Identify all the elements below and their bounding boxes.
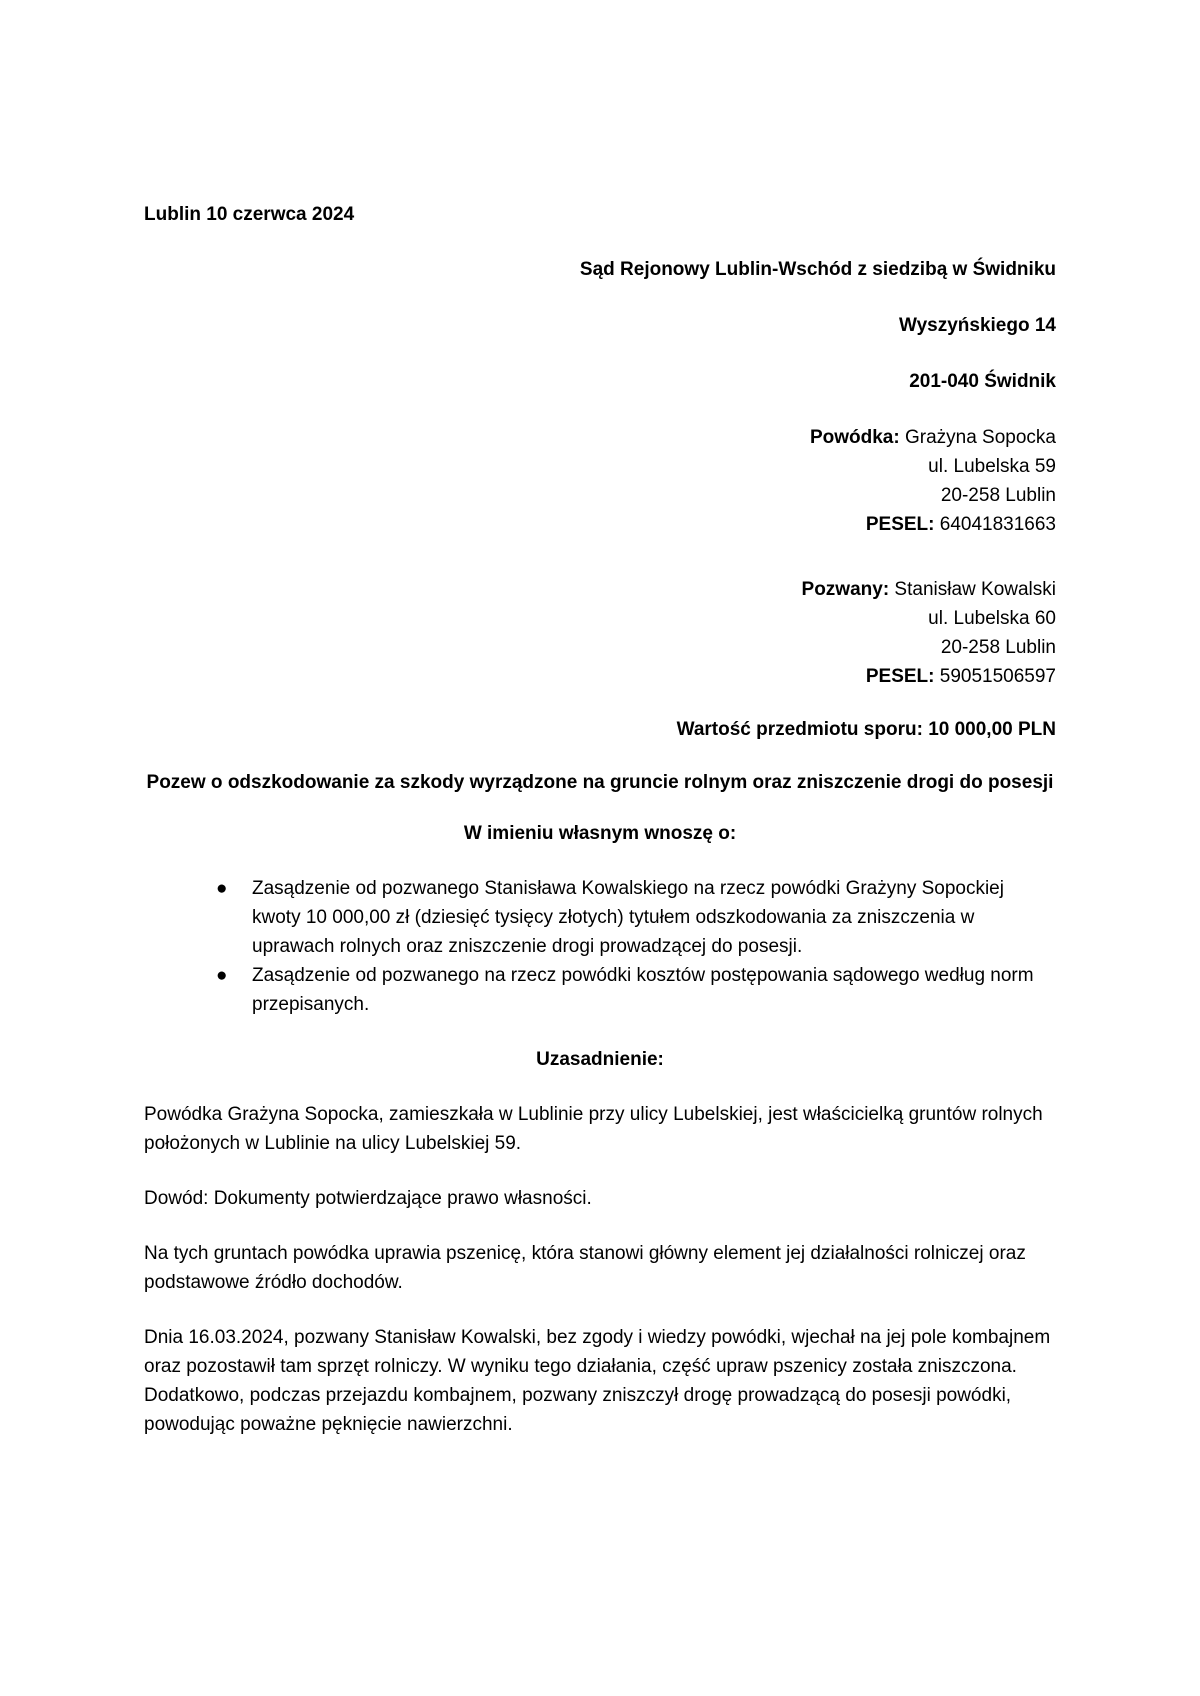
defendant-name: Stanisław Kowalski (894, 579, 1056, 600)
defendant-name-line (144, 575, 1056, 604)
paragraph: Na tych gruntach powódka uprawia pszenicę, która stanowi główny element jej działalności rolniczej oraz podstawowe źródło dochodów. (144, 1243, 1026, 1293)
plaintiff-pesel-label: PESEL: (865, 514, 935, 535)
place-date: Lublin 10 czerwca 2024 (144, 204, 355, 225)
defendant-label: Pozwany: (801, 579, 890, 600)
plaintiff-block (144, 423, 1056, 539)
defendant-street: ul. Lubelska 60 (928, 608, 1056, 629)
bullet-icon: ● (216, 965, 228, 986)
paragraph: Dnia 16.03.2024, pozwany Stanisław Kowalski, bez zgody i wiedzy powódki, wjechał na jej pole kombajnem oraz pozostawił tam sprzęt rolniczy. W wyniku tego działania, część upraw pszenicy została zniszczona. Dodatkowo, podczas przejazdu kombajnem, pozwany zniszczył drogę prowadzącą do posesji powódki, powodując poważne pęknięcie nawierzchni. (144, 1327, 1051, 1435)
document-title: Pozew o odszkodowanie za szkody wyrządzone na gruncie rolnym oraz zniszczenie drogi do posesji (146, 772, 1054, 793)
bullet-icon: ● (216, 878, 228, 899)
plaintiff-name: Grażyna Sopocka (904, 427, 1056, 448)
court-name: Sąd Rejonowy Lublin-Wschód z siedzibą w Świdniku (579, 259, 1056, 280)
paragraph: Powódka Grażyna Sopocka, zamieszkała w Lublinie przy ulicy Lubelskiej, jest właścicielką gruntów rolnych położonych w Lublinie na ulicy Lubelskiej 59. (144, 1104, 1043, 1154)
request-text: Zasądzenie od pozwanego na rzecz powódki kosztów postępowania sądowego według norm przepisanych. (252, 965, 1034, 1015)
claim-value: Wartość przedmiotu sporu: 10 000,00 PLN (676, 719, 1056, 740)
plaintiff-label: Powódka: (809, 427, 900, 448)
plaintiff-street: ul. Lubelska 59 (928, 456, 1056, 477)
document-body (144, 200, 1056, 1465)
list-item (216, 961, 1056, 1019)
defendant-postal-city: 20-258 Lublin (940, 637, 1056, 658)
plaintiff-name-line (144, 423, 1056, 452)
defendant-pesel-line (144, 662, 1056, 691)
defendant-pesel: 59051506597 (939, 666, 1056, 687)
request-text: Zasądzenie od pozwanego Stanisława Kowalskiego na rzecz powódki Grażyny Sopockiej kwoty 10 000,00 zł (dziesięć tysięcy złotych) tytułem odszkodowania za zniszczenia w uprawach rolnych oraz zniszczenie drogi prowadzącej do posesji. (252, 878, 1004, 957)
justification-heading: Uzasadnienie: (536, 1049, 664, 1070)
defendant-pesel-label: PESEL: (865, 666, 935, 687)
plaintiff-pesel-line (144, 510, 1056, 539)
paragraph: Dowód: Dokumenty potwierdzające prawo własności. (144, 1188, 592, 1209)
request-heading: W imieniu własnym wnoszę o: (463, 823, 737, 844)
court-street: Wyszyńskiego 14 (898, 315, 1056, 336)
plaintiff-postal-city: 20-258 Lublin (940, 485, 1056, 506)
request-list (144, 874, 1056, 1019)
defendant-block (144, 575, 1056, 691)
plaintiff-pesel: 64041831663 (939, 514, 1056, 535)
court-postal-city: 201-040 Świdnik (909, 371, 1056, 392)
list-item (216, 874, 1056, 961)
